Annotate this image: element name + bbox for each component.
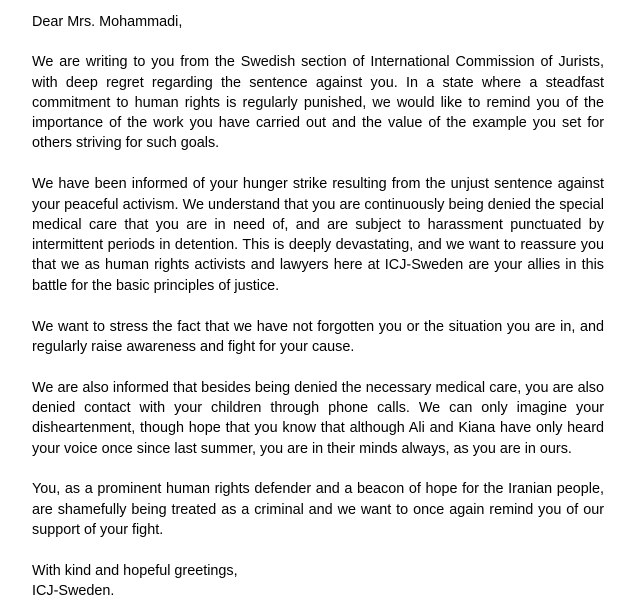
letter-body bbox=[32, 12, 604, 601]
paragraph-4: We are also informed that besides being denied the necessary medical care, you are also denied contact with your children through phone calls. We can only imagine your disheartenment, though hope that you know that although Ali and Kiana have only heard your voice once since last summer, you are in their minds always, as you are in ours. bbox=[32, 379, 604, 457]
paragraph-5: You, as a prominent human rights defender and a beacon of hope for the Iranian people, are shamefully being treated as a criminal and we want to once again remind you of our support of your fight. bbox=[32, 481, 604, 538]
paragraph-1: We are writing to you from the Swedish section of International Commission of Jurists, with deep regret regarding the sentence against you. In a state where a steadfast commitment to human rights is regularly punished, we would like to remind you of the importance of the work you have carried out and the value of the example you set for others striving for such goals. bbox=[32, 54, 604, 152]
salutation: Dear Mrs. Mohammadi, bbox=[32, 14, 183, 30]
paragraph-2: We have been informed of your hunger strike resulting from the unjust sentence against your peaceful activism. We understand that you are continuously being denied the special medical care that you are in need of, and are subject to harassment punctuated by intermittent periods in detention. This is deeply devastating, and we want to reassure you that we as human rights activists and lawyers here at ICJ-Sweden are your allies in this battle for the basic principles of justice. bbox=[32, 176, 604, 294]
closing-line: With kind and hopeful greetings, bbox=[32, 562, 238, 579]
signature: ICJ-Sweden. bbox=[32, 583, 115, 600]
paragraph-3: We want to stress the fact that we have not forgotten you or the situation you are in, and regularly raise awareness and fight for your cause. bbox=[32, 318, 604, 355]
